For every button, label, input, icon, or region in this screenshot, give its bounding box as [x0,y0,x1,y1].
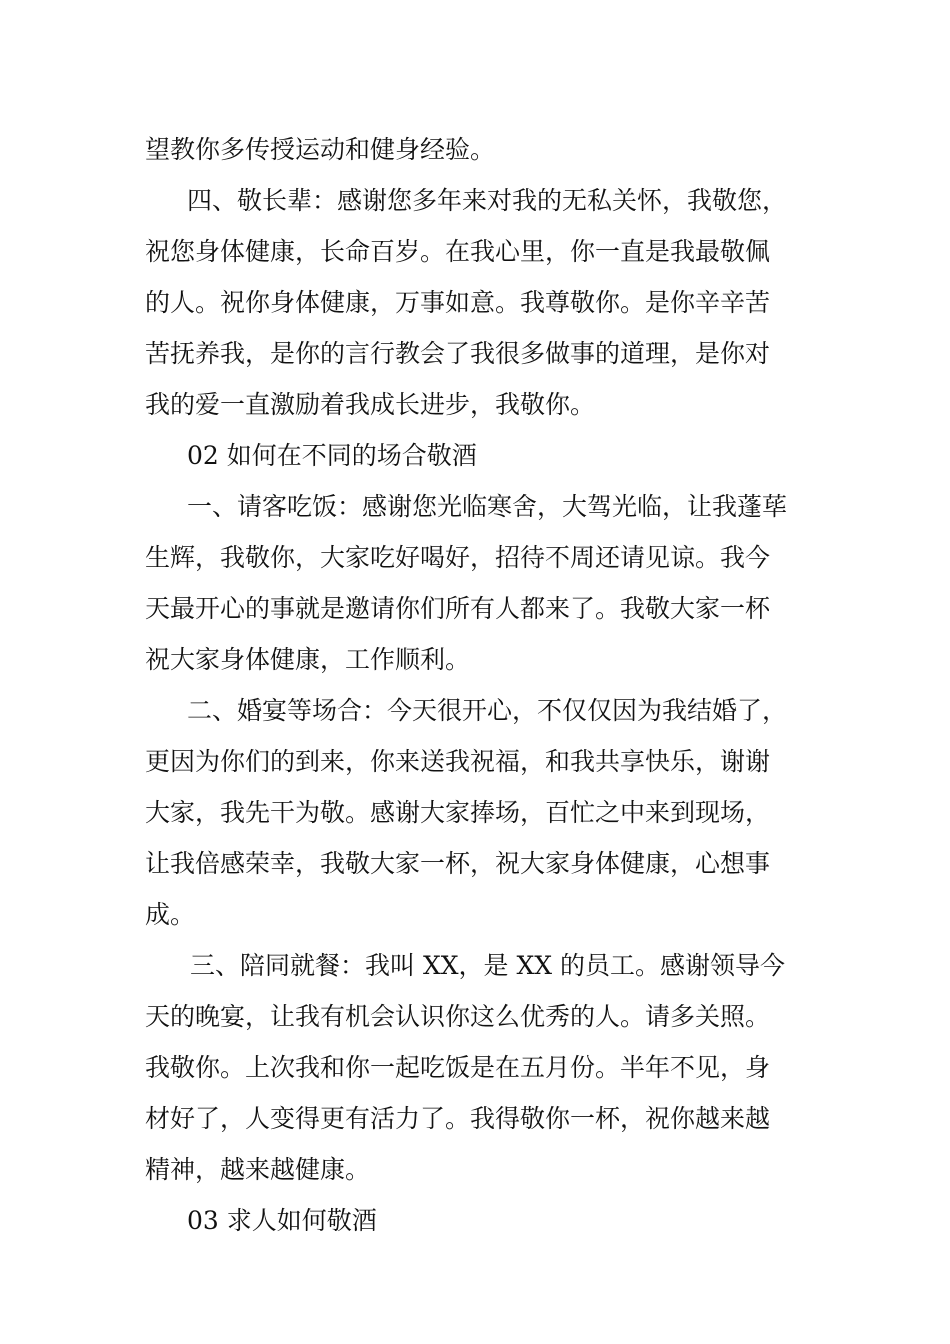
text-line: 精神，越来越健康。 [145,1155,371,1184]
paragraph-start-line: 二、婚宴等场合：今天很开心，不仅仅因为我结婚了， [187,696,788,725]
section-heading: 03 求人如何敬酒 [187,1206,377,1235]
text-line: 望教你多传授运动和健身经验。 [145,135,496,164]
text-line: 成。 [145,900,196,929]
text-line: 天最开心的事就是邀请你们所有人都来了。我敬大家一杯 [145,594,771,623]
text-line: 更因为你们的到来，你来送我祝福，和我共享快乐，谢谢 [145,747,771,776]
paragraph-start-line: 一、请客吃饭：感谢您光临寒舍，大驾光临，让我蓬荜 [187,492,788,521]
paragraph-start-line: 四、敬长辈：感谢您多年来对我的无私关怀，我敬您， [187,186,788,215]
text-line: 祝您身体健康，长命百岁。在我心里，你一直是我最敬佩 [145,237,771,266]
paragraph-start-line: 三、陪同就餐：我叫 XX，是 XX 的员工。感谢领导今 [190,951,786,980]
text-line: 我敬你。上次我和你一起吃饭是在五月份。半年不见，身 [145,1053,771,1082]
text-line: 材好了，人变得更有活力了。我得敬你一杯，祝你越来越 [145,1104,771,1133]
text-line: 生辉，我敬你，大家吃好喝好，招待不周还请见谅。我今 [145,543,771,572]
text-line: 我的爱一直激励着我成长进步，我敬你。 [145,390,596,419]
text-line: 天的晚宴，让我有机会认识你这么优秀的人。请多关照。 [145,1002,771,1031]
text-line: 祝大家身体健康，工作顺利。 [145,645,471,674]
text-line: 让我倍感荣幸，我敬大家一杯，祝大家身体健康，心想事 [145,849,771,878]
text-line: 的人。祝你身体健康，万事如意。我尊敬你。是你辛辛苦 [145,288,771,317]
text-line: 大家，我先干为敬。感谢大家捧场，百忙之中来到现场， [145,798,771,827]
text-line: 苦抚养我，是你的言行教会了我很多做事的道理，是你对 [145,339,771,368]
section-heading: 02 如何在不同的场合敬酒 [187,441,477,470]
